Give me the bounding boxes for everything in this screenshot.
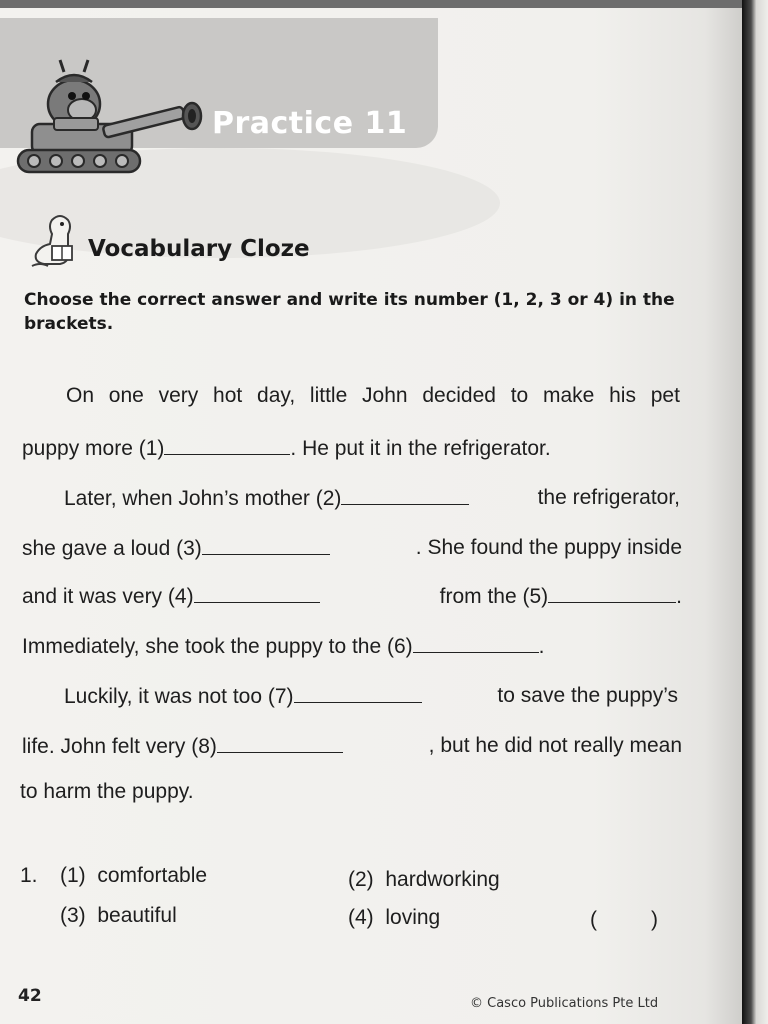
blank-1[interactable] — [164, 436, 290, 455]
passage-line-5 — [22, 584, 682, 609]
word: decided — [422, 384, 496, 407]
bracket-open: ( — [590, 908, 597, 931]
passage-text: , but he did not really mean — [428, 734, 682, 757]
option-label: (1) — [60, 864, 86, 887]
passage-text: Later, when John’s mother (2) — [64, 487, 342, 510]
bracket-close: ) — [651, 908, 658, 931]
blank-2[interactable] — [341, 486, 469, 505]
instruction-text: Choose the correct answer and write its number (1, 2, 3 or 4) in the brackets. — [24, 290, 675, 334]
passage-text: . — [676, 585, 682, 608]
option-2[interactable] — [348, 868, 500, 892]
passage-text: . She found the puppy inside — [415, 536, 682, 559]
passage-text: life. John felt very (8) — [22, 735, 217, 758]
option-text: hardworking — [385, 868, 500, 891]
word: make — [542, 384, 595, 407]
passage-text: she gave a loud (3) — [22, 537, 202, 560]
passage-segment — [22, 536, 330, 561]
option-3[interactable] — [60, 904, 177, 928]
word: hot — [213, 384, 243, 407]
blank-7[interactable] — [294, 684, 422, 703]
passage-text: . — [538, 635, 545, 658]
option-1[interactable] — [60, 864, 207, 888]
passage-line-7 — [64, 684, 678, 709]
question-number: 1. — [20, 864, 38, 887]
word: very — [158, 384, 199, 407]
passage-line-1 — [66, 384, 680, 408]
workbook-page — [0, 8, 742, 1024]
blank-3[interactable] — [202, 536, 330, 555]
passage-line-6 — [22, 634, 682, 659]
option-label: (2) — [348, 868, 374, 891]
section-title: Vocabulary Cloze — [88, 236, 310, 262]
passage-text: Immediately, she took the puppy to the (6) — [22, 635, 413, 658]
word: On — [66, 384, 95, 407]
word: pet — [650, 384, 680, 407]
page-number: 42 — [18, 986, 42, 1006]
word: his — [609, 384, 636, 407]
blank-6[interactable] — [413, 634, 539, 653]
blank-4[interactable] — [194, 584, 320, 603]
passage-segment — [440, 584, 682, 609]
book-spine — [742, 0, 768, 1024]
blank-8[interactable] — [217, 734, 343, 753]
passage-line-9: to harm the puppy. — [20, 780, 194, 803]
passage-segment — [22, 584, 320, 609]
passage-line-4 — [22, 536, 682, 561]
passage-segment — [22, 734, 343, 759]
word: to — [510, 384, 529, 407]
passage-text: and it was very (4) — [22, 585, 194, 608]
passage-text: the refrigerator, — [537, 486, 680, 509]
passage-text: from the (5) — [439, 585, 549, 608]
passage-segment — [64, 684, 422, 709]
publisher-credit: © Casco Publications Pte Ltd — [470, 996, 659, 1011]
page-top-edge — [0, 0, 768, 8]
option-text: loving — [385, 906, 441, 929]
word: day, — [257, 384, 296, 407]
option-label: (3) — [60, 904, 86, 927]
mascot-tank-illustration — [14, 58, 214, 188]
passage-text: Luckily, it was not too (7) — [64, 685, 294, 708]
option-text: comfortable — [97, 864, 208, 887]
dinosaur-reading-icon — [30, 212, 84, 270]
passage-text: to save the puppy’s — [497, 684, 678, 707]
passage-line-3 — [64, 486, 680, 511]
word: John — [362, 384, 408, 407]
blank-5[interactable] — [548, 584, 676, 603]
passage-segment — [64, 486, 469, 511]
word: little — [309, 384, 348, 407]
passage-text: . He put it in the refrigerator. — [290, 437, 551, 460]
answer-bracket[interactable] — [590, 908, 658, 932]
practice-title: Practice 11 — [212, 106, 408, 141]
option-text: beautiful — [97, 904, 177, 927]
option-label: (4) — [348, 906, 374, 929]
word: one — [108, 384, 144, 407]
option-4[interactable] — [348, 906, 440, 930]
passage-line-8 — [22, 734, 682, 759]
passage-text: puppy more (1) — [22, 437, 165, 460]
passage-line-2 — [22, 436, 682, 461]
